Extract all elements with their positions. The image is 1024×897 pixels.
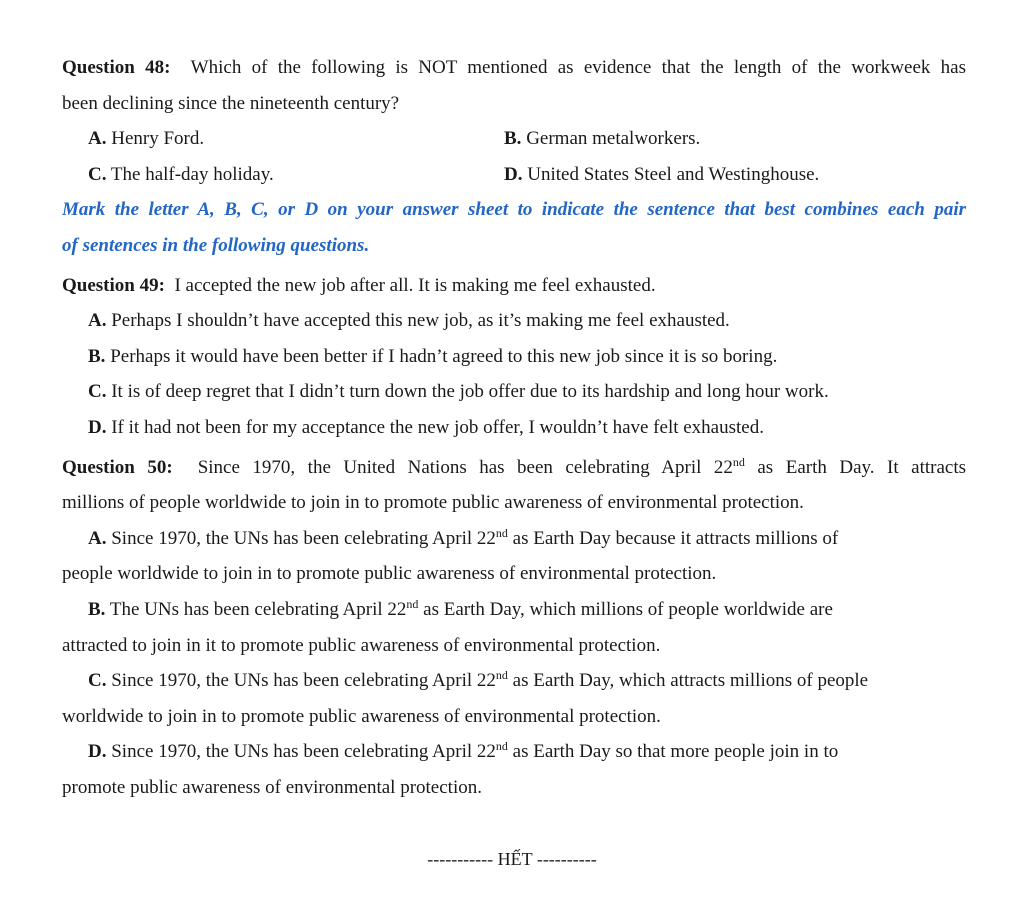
option-letter: A. bbox=[88, 527, 107, 549]
instruction-line-1: Mark the letter A, B, C, or D on your answer sheet to indicate the sentence that best combines each pair bbox=[62, 199, 966, 221]
option-text: Perhaps I shouldn’t have accepted this new job, as it’s making me feel exhausted. bbox=[111, 310, 730, 332]
question-48-stem-cont: been declining since the nineteenth century? bbox=[62, 92, 400, 114]
option-letter: C. bbox=[88, 163, 107, 185]
option-letter: D. bbox=[88, 741, 107, 763]
option-text: If it had not been for my acceptance the new job offer, I wouldn’t have felt exhausted. bbox=[111, 416, 764, 438]
ordinal-suffix: nd bbox=[406, 596, 419, 611]
option-50-a-cont: people worldwide to join in to promote public awareness of environmental protection. bbox=[62, 563, 717, 585]
option-text: Perhaps it would have been better if I hadn’t agreed to this new job since it is so boring. bbox=[110, 345, 778, 367]
option-49-d bbox=[62, 410, 966, 446]
option-text: Since 1970, the UNs has been celebrating April 22 bbox=[111, 670, 496, 692]
question-49-text: I accepted the new job after all. It is making me feel exhausted. bbox=[174, 274, 656, 296]
option-letter: B. bbox=[88, 345, 106, 367]
ordinal-suffix: nd bbox=[495, 739, 508, 754]
stem-text-b: as Earth Day. It attracts bbox=[744, 456, 966, 478]
question-50-stem-cont: millions of people worldwide to join in to promote public awareness of environmental protection. bbox=[62, 492, 804, 514]
question-50-text bbox=[197, 454, 966, 478]
document-page bbox=[62, 50, 966, 805]
option-50-c-cont: worldwide to join in to promote public awareness of environmental protection. bbox=[62, 705, 661, 727]
option-50-a bbox=[62, 521, 966, 557]
option-48-c bbox=[62, 157, 504, 193]
option-50-c bbox=[62, 663, 966, 699]
option-letter: B. bbox=[88, 598, 106, 620]
option-letter: A. bbox=[88, 128, 107, 150]
option-49-b bbox=[62, 339, 966, 375]
option-text: United States Steel and Westinghouse. bbox=[527, 163, 820, 185]
option-text: Henry Ford. bbox=[111, 128, 205, 150]
option-text: Since 1970, the UNs has been celebrating April 22 bbox=[111, 527, 496, 549]
question-48-options-row-1 bbox=[62, 121, 966, 157]
ordinal-suffix: nd bbox=[495, 525, 508, 540]
question-48-label: Question 48: bbox=[62, 57, 171, 78]
option-50-b-cont: attracted to join in it to promote public awareness of environmental protection. bbox=[62, 634, 661, 656]
question-48-options-row-2 bbox=[62, 157, 966, 193]
option-text: as Earth Day so that more people join in to bbox=[507, 741, 839, 763]
option-text: German metalworkers. bbox=[526, 128, 701, 150]
option-letter: B. bbox=[504, 128, 522, 150]
option-48-d bbox=[504, 157, 946, 193]
option-text: It is of deep regret that I didn’t turn down the job offer due to its hardship and long hour work. bbox=[111, 381, 829, 403]
ordinal-suffix: nd bbox=[732, 454, 745, 469]
question-50-label: Question 50: bbox=[62, 456, 173, 478]
option-letter: C. bbox=[88, 670, 107, 692]
instruction-line-2: of sentences in the following questions. bbox=[62, 234, 370, 256]
option-text: The half-day holiday. bbox=[110, 163, 274, 185]
ordinal-suffix: nd bbox=[495, 668, 508, 683]
question-49-stem bbox=[62, 268, 966, 304]
option-50-b bbox=[62, 592, 966, 628]
question-48-stem bbox=[62, 50, 966, 86]
option-49-c bbox=[62, 374, 966, 410]
option-letter: D. bbox=[88, 416, 107, 438]
option-text: as Earth Day, which attracts millions of people bbox=[507, 670, 869, 692]
option-letter: D. bbox=[504, 163, 523, 185]
option-letter: C. bbox=[88, 381, 107, 403]
stem-text-a: Since 1970, the United Nations has been celebrating April 22 bbox=[197, 456, 733, 478]
option-50-d-cont: promote public awareness of environmental protection. bbox=[62, 776, 482, 798]
option-49-a bbox=[62, 303, 966, 339]
question-50-stem bbox=[62, 450, 966, 486]
option-text: as Earth Day, which millions of people worldwide are bbox=[418, 598, 833, 620]
option-text: Since 1970, the UNs has been celebrating April 22 bbox=[111, 741, 496, 763]
question-48-text: Which of the following is NOT mentioned as evidence that the length of the workweek has bbox=[190, 57, 966, 78]
option-letter: A. bbox=[88, 310, 107, 332]
option-48-a bbox=[62, 121, 504, 157]
end-marker: ----------- HẾT ---------- bbox=[427, 849, 597, 869]
option-text: as Earth Day because it attracts millions of bbox=[507, 527, 839, 549]
option-text: The UNs has been celebrating April 22 bbox=[109, 598, 407, 620]
option-48-b bbox=[504, 121, 946, 157]
question-49-label: Question 49: bbox=[62, 274, 165, 296]
option-50-d bbox=[62, 734, 966, 770]
